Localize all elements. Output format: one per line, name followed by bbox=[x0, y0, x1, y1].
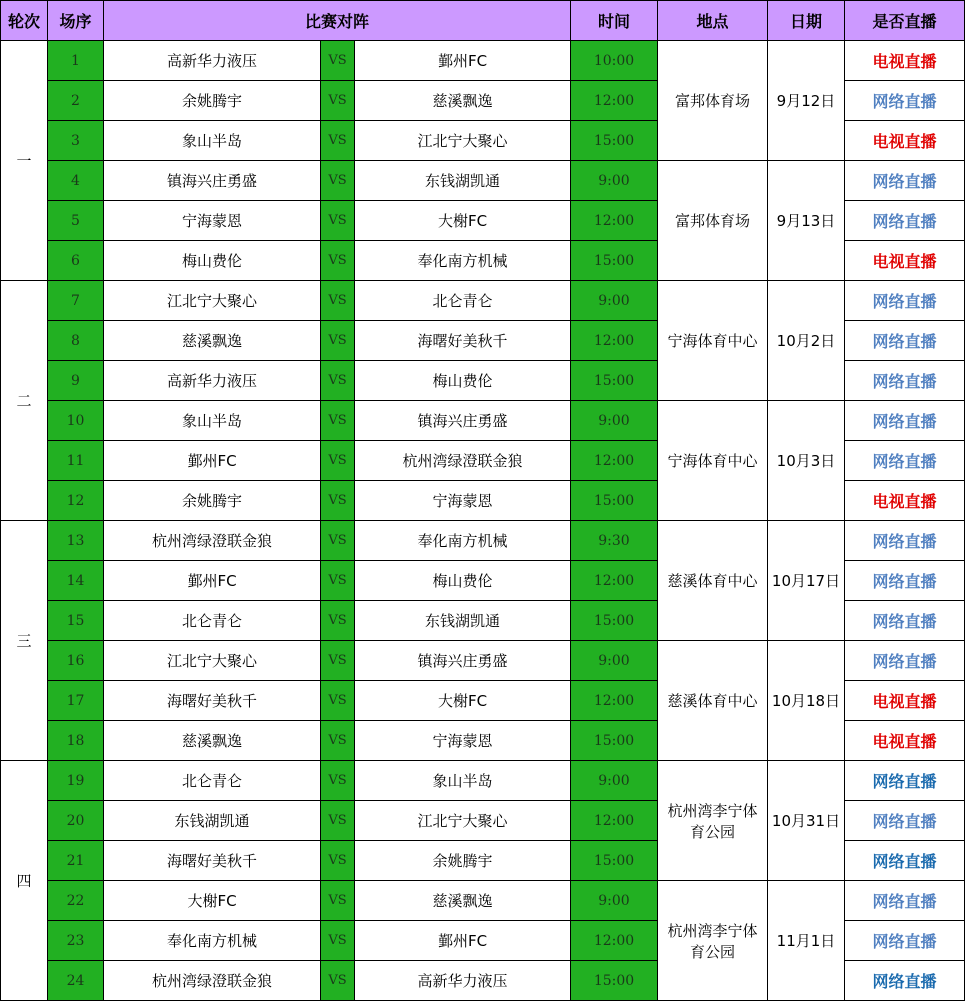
header-venue: 地点 bbox=[658, 1, 768, 41]
away-team: 慈溪飘逸 bbox=[355, 81, 571, 121]
match-time: 15:00 bbox=[571, 121, 658, 161]
broadcast-type: 电视直播 bbox=[845, 241, 965, 281]
match-time: 12:00 bbox=[571, 681, 658, 721]
round-label: 四 bbox=[1, 761, 48, 1001]
match-date: 10月18日 bbox=[768, 641, 845, 761]
home-team: 杭州湾绿澄联金狼 bbox=[104, 961, 321, 1001]
vs-label: VS bbox=[321, 81, 355, 121]
table-row bbox=[1, 521, 965, 561]
away-team: 东钱湖凯通 bbox=[355, 601, 571, 641]
vs-label: VS bbox=[321, 841, 355, 881]
match-time: 9:00 bbox=[571, 641, 658, 681]
vs-label: VS bbox=[321, 161, 355, 201]
table-row bbox=[1, 401, 965, 441]
broadcast-type: 网络直播 bbox=[845, 561, 965, 601]
match-number: 17 bbox=[48, 681, 104, 721]
vs-label: VS bbox=[321, 521, 355, 561]
match-time: 12:00 bbox=[571, 321, 658, 361]
home-team: 东钱湖凯通 bbox=[104, 801, 321, 841]
vs-label: VS bbox=[321, 481, 355, 521]
broadcast-type: 网络直播 bbox=[845, 441, 965, 481]
broadcast-type: 电视直播 bbox=[845, 481, 965, 521]
home-team: 海曙好美秋千 bbox=[104, 841, 321, 881]
home-team: 北仑青仑 bbox=[104, 601, 321, 641]
match-number: 6 bbox=[48, 241, 104, 281]
match-number: 14 bbox=[48, 561, 104, 601]
vs-label: VS bbox=[321, 121, 355, 161]
home-team: 杭州湾绿澄联金狼 bbox=[104, 521, 321, 561]
match-number: 4 bbox=[48, 161, 104, 201]
vs-label: VS bbox=[321, 441, 355, 481]
match-date: 10月3日 bbox=[768, 401, 845, 521]
header-round: 轮次 bbox=[1, 1, 48, 41]
venue: 杭州湾李宁体育公园 bbox=[658, 881, 768, 1001]
away-team: 奉化南方机械 bbox=[355, 521, 571, 561]
match-time: 15:00 bbox=[571, 961, 658, 1001]
away-team: 宁海蒙恩 bbox=[355, 721, 571, 761]
vs-label: VS bbox=[321, 201, 355, 241]
broadcast-type: 网络直播 bbox=[845, 521, 965, 561]
broadcast-type: 网络直播 bbox=[845, 841, 965, 881]
match-number: 22 bbox=[48, 881, 104, 921]
vs-label: VS bbox=[321, 801, 355, 841]
match-date: 10月31日 bbox=[768, 761, 845, 881]
home-team: 北仑青仑 bbox=[104, 761, 321, 801]
vs-label: VS bbox=[321, 681, 355, 721]
match-time: 15:00 bbox=[571, 241, 658, 281]
match-number: 11 bbox=[48, 441, 104, 481]
vs-label: VS bbox=[321, 961, 355, 1001]
venue: 杭州湾李宁体育公园 bbox=[658, 761, 768, 881]
vs-label: VS bbox=[321, 401, 355, 441]
away-team: 象山半岛 bbox=[355, 761, 571, 801]
broadcast-type: 网络直播 bbox=[845, 401, 965, 441]
away-team: 鄞州FC bbox=[355, 921, 571, 961]
match-time: 15:00 bbox=[571, 481, 658, 521]
vs-label: VS bbox=[321, 241, 355, 281]
venue: 慈溪体育中心 bbox=[658, 641, 768, 761]
broadcast-type: 网络直播 bbox=[845, 921, 965, 961]
match-time: 9:00 bbox=[571, 401, 658, 441]
match-time: 12:00 bbox=[571, 201, 658, 241]
match-time: 15:00 bbox=[571, 361, 658, 401]
match-time: 15:00 bbox=[571, 841, 658, 881]
match-number: 5 bbox=[48, 201, 104, 241]
vs-label: VS bbox=[321, 41, 355, 81]
match-number: 1 bbox=[48, 41, 104, 81]
header-date: 日期 bbox=[768, 1, 845, 41]
home-team: 江北宁大聚心 bbox=[104, 641, 321, 681]
venue: 富邦体育场 bbox=[658, 161, 768, 281]
home-team: 高新华力液压 bbox=[104, 41, 321, 81]
broadcast-type: 网络直播 bbox=[845, 761, 965, 801]
round-label: 二 bbox=[1, 281, 48, 521]
match-time: 9:00 bbox=[571, 281, 658, 321]
header-matchup: 比赛对阵 bbox=[104, 1, 571, 41]
match-date: 9月13日 bbox=[768, 161, 845, 281]
home-team: 奉化南方机械 bbox=[104, 921, 321, 961]
vs-label: VS bbox=[321, 361, 355, 401]
venue: 宁海体育中心 bbox=[658, 401, 768, 521]
vs-label: VS bbox=[321, 321, 355, 361]
broadcast-type: 电视直播 bbox=[845, 121, 965, 161]
home-team: 鄞州FC bbox=[104, 441, 321, 481]
home-team: 象山半岛 bbox=[104, 401, 321, 441]
vs-label: VS bbox=[321, 761, 355, 801]
vs-label: VS bbox=[321, 881, 355, 921]
away-team: 高新华力液压 bbox=[355, 961, 571, 1001]
header-live: 是否直播 bbox=[845, 1, 965, 41]
match-number: 7 bbox=[48, 281, 104, 321]
match-number: 20 bbox=[48, 801, 104, 841]
match-time: 10:00 bbox=[571, 41, 658, 81]
match-time: 15:00 bbox=[571, 601, 658, 641]
home-team: 江北宁大聚心 bbox=[104, 281, 321, 321]
home-team: 海曙好美秋千 bbox=[104, 681, 321, 721]
venue: 宁海体育中心 bbox=[658, 281, 768, 401]
match-number: 24 bbox=[48, 961, 104, 1001]
home-team: 高新华力液压 bbox=[104, 361, 321, 401]
vs-label: VS bbox=[321, 601, 355, 641]
match-number: 9 bbox=[48, 361, 104, 401]
broadcast-type: 网络直播 bbox=[845, 281, 965, 321]
broadcast-type: 网络直播 bbox=[845, 641, 965, 681]
away-team: 梅山费伦 bbox=[355, 561, 571, 601]
broadcast-type: 电视直播 bbox=[845, 41, 965, 81]
vs-label: VS bbox=[321, 921, 355, 961]
broadcast-type: 网络直播 bbox=[845, 321, 965, 361]
match-number: 21 bbox=[48, 841, 104, 881]
table-row bbox=[1, 281, 965, 321]
table-row bbox=[1, 41, 965, 81]
match-number: 10 bbox=[48, 401, 104, 441]
home-team: 镇海兴庄勇盛 bbox=[104, 161, 321, 201]
home-team: 慈溪飘逸 bbox=[104, 321, 321, 361]
away-team: 海曙好美秋千 bbox=[355, 321, 571, 361]
home-team: 鄞州FC bbox=[104, 561, 321, 601]
broadcast-type: 网络直播 bbox=[845, 601, 965, 641]
away-team: 大榭FC bbox=[355, 681, 571, 721]
match-time: 15:00 bbox=[571, 721, 658, 761]
vs-label: VS bbox=[321, 561, 355, 601]
match-number: 23 bbox=[48, 921, 104, 961]
away-team: 梅山费伦 bbox=[355, 361, 571, 401]
away-team: 大榭FC bbox=[355, 201, 571, 241]
away-team: 鄞州FC bbox=[355, 41, 571, 81]
away-team: 镇海兴庄勇盛 bbox=[355, 401, 571, 441]
away-team: 奉化南方机械 bbox=[355, 241, 571, 281]
match-time: 9:30 bbox=[571, 521, 658, 561]
broadcast-type: 网络直播 bbox=[845, 361, 965, 401]
match-date: 11月1日 bbox=[768, 881, 845, 1001]
match-number: 19 bbox=[48, 761, 104, 801]
broadcast-type: 网络直播 bbox=[845, 801, 965, 841]
broadcast-type: 电视直播 bbox=[845, 721, 965, 761]
vs-label: VS bbox=[321, 721, 355, 761]
home-team: 象山半岛 bbox=[104, 121, 321, 161]
match-time: 9:00 bbox=[571, 761, 658, 801]
away-team: 江北宁大聚心 bbox=[355, 121, 571, 161]
match-number: 3 bbox=[48, 121, 104, 161]
home-team: 大榭FC bbox=[104, 881, 321, 921]
header-order: 场序 bbox=[48, 1, 104, 41]
broadcast-type: 网络直播 bbox=[845, 81, 965, 121]
home-team: 宁海蒙恩 bbox=[104, 201, 321, 241]
home-team: 余姚腾宇 bbox=[104, 481, 321, 521]
home-team: 梅山费伦 bbox=[104, 241, 321, 281]
match-time: 12:00 bbox=[571, 81, 658, 121]
match-number: 8 bbox=[48, 321, 104, 361]
home-team: 慈溪飘逸 bbox=[104, 721, 321, 761]
round-label: 一 bbox=[1, 41, 48, 281]
match-time: 12:00 bbox=[571, 921, 658, 961]
vs-label: VS bbox=[321, 641, 355, 681]
home-team: 余姚腾宇 bbox=[104, 81, 321, 121]
match-time: 9:00 bbox=[571, 161, 658, 201]
away-team: 镇海兴庄勇盛 bbox=[355, 641, 571, 681]
match-number: 12 bbox=[48, 481, 104, 521]
match-number: 13 bbox=[48, 521, 104, 561]
venue: 慈溪体育中心 bbox=[658, 521, 768, 641]
match-date: 9月12日 bbox=[768, 41, 845, 161]
header-row bbox=[1, 1, 965, 41]
broadcast-type: 网络直播 bbox=[845, 161, 965, 201]
away-team: 余姚腾宇 bbox=[355, 841, 571, 881]
broadcast-type: 网络直播 bbox=[845, 961, 965, 1001]
away-team: 江北宁大聚心 bbox=[355, 801, 571, 841]
match-date: 10月17日 bbox=[768, 521, 845, 641]
table-row bbox=[1, 161, 965, 201]
broadcast-type: 网络直播 bbox=[845, 881, 965, 921]
match-number: 16 bbox=[48, 641, 104, 681]
match-number: 15 bbox=[48, 601, 104, 641]
match-number: 18 bbox=[48, 721, 104, 761]
vs-label: VS bbox=[321, 281, 355, 321]
venue: 富邦体育场 bbox=[658, 41, 768, 161]
match-time: 12:00 bbox=[571, 561, 658, 601]
match-time: 12:00 bbox=[571, 441, 658, 481]
away-team: 北仑青仑 bbox=[355, 281, 571, 321]
away-team: 慈溪飘逸 bbox=[355, 881, 571, 921]
match-number: 2 bbox=[48, 81, 104, 121]
broadcast-type: 电视直播 bbox=[845, 681, 965, 721]
table-row bbox=[1, 881, 965, 921]
header-time: 时间 bbox=[571, 1, 658, 41]
match-date: 10月2日 bbox=[768, 281, 845, 401]
match-time: 9:00 bbox=[571, 881, 658, 921]
away-team: 宁海蒙恩 bbox=[355, 481, 571, 521]
table-row bbox=[1, 641, 965, 681]
away-team: 东钱湖凯通 bbox=[355, 161, 571, 201]
broadcast-type: 网络直播 bbox=[845, 201, 965, 241]
table-row bbox=[1, 761, 965, 801]
round-label: 三 bbox=[1, 521, 48, 761]
match-time: 12:00 bbox=[571, 801, 658, 841]
away-team: 杭州湾绿澄联金狼 bbox=[355, 441, 571, 481]
